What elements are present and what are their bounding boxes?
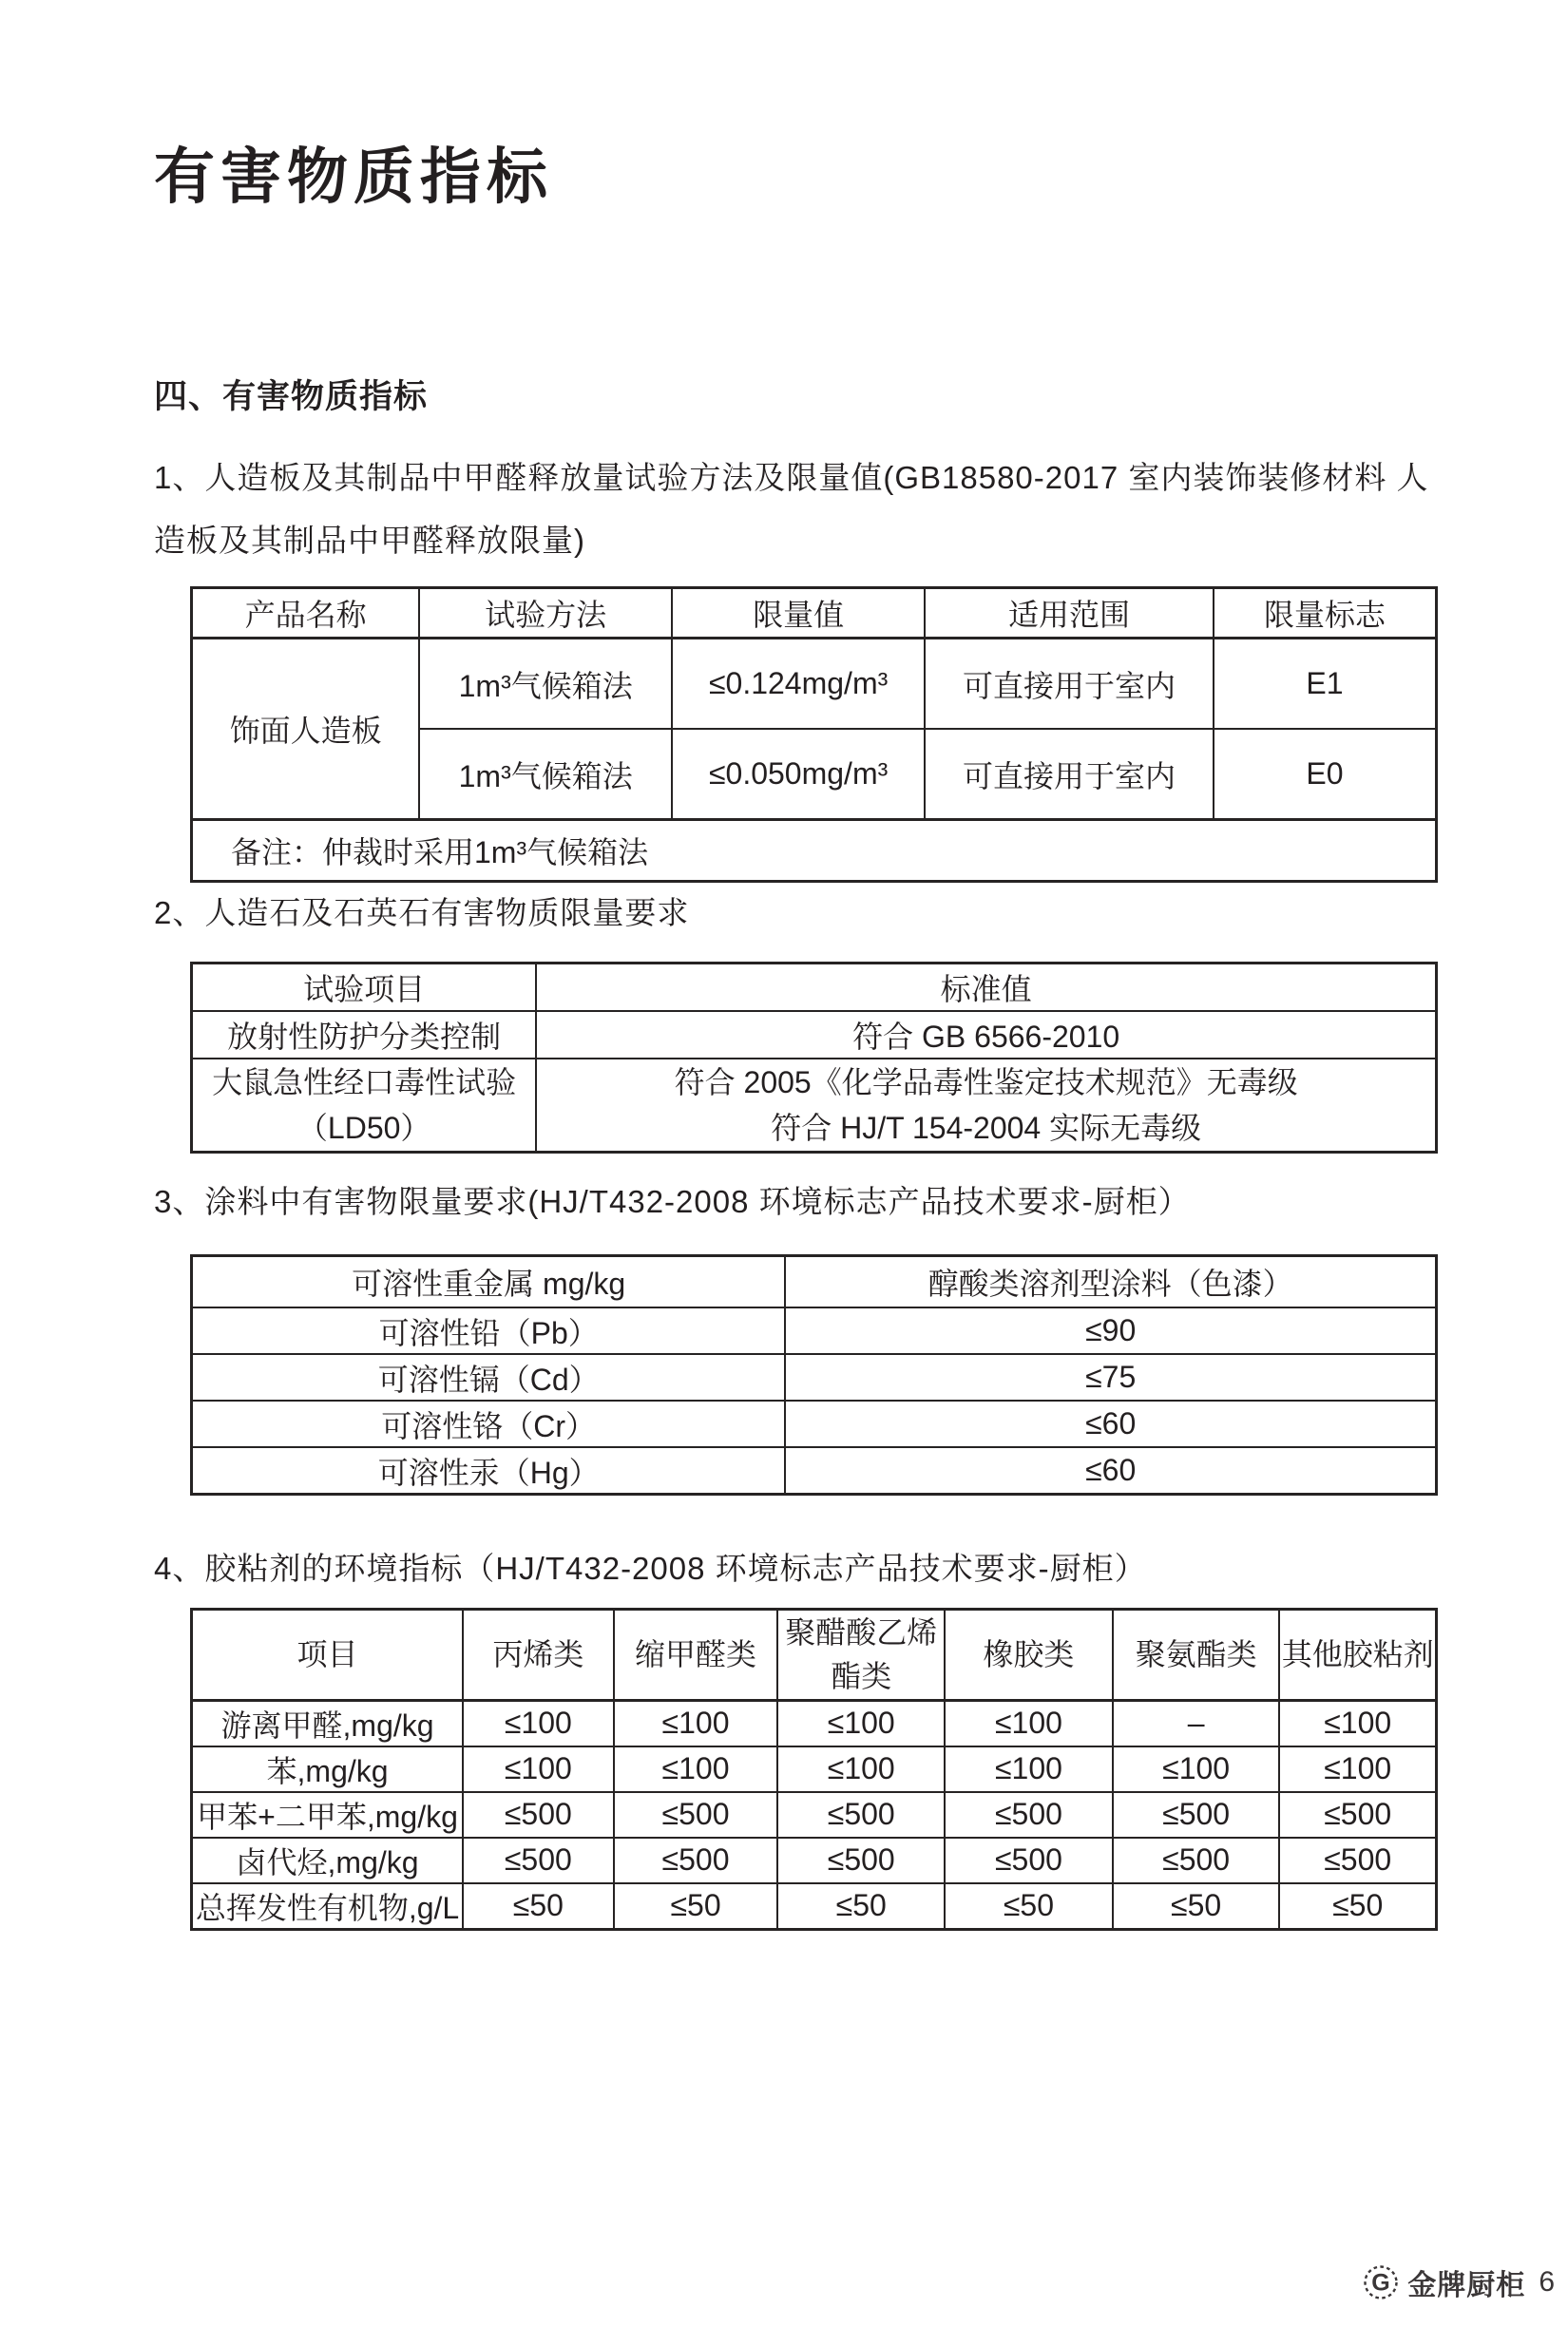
note-cell: 备注：仲裁时采用1m³气候箱法 (192, 820, 1437, 882)
page-number: 6 (1539, 2266, 1555, 2298)
adhesive-limit-table (190, 1608, 1438, 1931)
logo-letter: G (1371, 2269, 1391, 2297)
table-row (192, 1059, 1437, 1153)
cell-value: ≤500 (945, 1792, 1113, 1838)
cell-item: 可溶性铅（Pb） (192, 1307, 786, 1354)
header-cell-method: 试验方法 (419, 588, 672, 639)
cell-limit: ≤0.124mg/m³ (672, 639, 925, 730)
coating-table-wrapper (190, 1254, 1438, 1496)
cell-value: ≤100 (1279, 1700, 1436, 1746)
cell-scope: 可直接用于室内 (925, 729, 1214, 820)
formaldehyde-limit-table (190, 586, 1438, 883)
cell-value-line2: 符合 HJ/T 154-2004 实际无毒级 (771, 1111, 1202, 1145)
cell-item: 总挥发性有机物,g/L (192, 1883, 464, 1930)
header-cell-formal: 缩甲醛类 (614, 1610, 778, 1701)
cell-value: ≤100 (1279, 1746, 1436, 1792)
table-row (192, 1401, 1437, 1447)
cell-method: 1m³气候箱法 (419, 639, 672, 730)
cell-value: ≤50 (777, 1883, 945, 1930)
cell-scope: 可直接用于室内 (925, 639, 1214, 730)
cell-value: – (1113, 1700, 1280, 1746)
section-1-heading: 1、人造板及其制品中甲醛释放量试验方法及限量值(GB18580-2017 室内装饰装修材料 人造板及其制品中甲醛释放限量) (154, 460, 1429, 558)
cell-value: ≤100 (945, 1746, 1113, 1792)
cell-value: ≤500 (614, 1838, 778, 1883)
coating-limit-table (190, 1254, 1438, 1496)
header-cell-acrylic: 丙烯类 (463, 1610, 614, 1701)
stone-table-wrapper (190, 962, 1438, 1154)
section-3-heading: 3、涂料中有害物限量要求(HJ/T432-2008 环境标志产品技术要求-厨柜） (154, 1184, 1191, 1219)
cell-method: 1m³气候箱法 (419, 729, 672, 820)
cell-value: ≤100 (463, 1700, 614, 1746)
header-cell-paint: 醇酸类溶剂型涂料（色漆） (785, 1256, 1436, 1308)
table-row (192, 1838, 1437, 1883)
cell-value: ≤500 (1113, 1838, 1280, 1883)
table-row (192, 1447, 1437, 1495)
cell-item: 游离甲醛,mg/kg (192, 1700, 464, 1746)
section-heading: 四、有害物质指标 (154, 378, 429, 415)
table-header-row (192, 1256, 1437, 1308)
cell-item: 可溶性汞（Hg） (192, 1447, 786, 1495)
cell-value: ≤500 (1279, 1838, 1436, 1883)
cell-value: ≤500 (945, 1838, 1113, 1883)
cell-value: ≤100 (1113, 1746, 1280, 1792)
cell-value: ≤50 (1279, 1883, 1436, 1930)
header-cell-pu: 聚氨酯类 (1113, 1610, 1280, 1701)
cell-value: ≤500 (777, 1838, 945, 1883)
cell-value: ≤500 (777, 1792, 945, 1838)
cell-value: ≤500 (1279, 1792, 1436, 1838)
header-cell-limit: 限量值 (672, 588, 925, 639)
header-cell-pva: 聚醋酸乙烯酯类 (777, 1610, 945, 1701)
cell-value: ≤60 (785, 1447, 1436, 1495)
header-cell-standard: 标准值 (536, 964, 1436, 1012)
header-cell-mark: 限量标志 (1214, 588, 1437, 639)
cell-value: ≤90 (785, 1307, 1436, 1354)
table-header-row (192, 964, 1437, 1012)
header-cell-other: 其他胶粘剂 (1279, 1610, 1436, 1701)
header-cell-product: 产品名称 (192, 588, 420, 639)
cell-value (536, 1059, 1436, 1153)
table-row (192, 639, 1437, 730)
cell-value: ≤500 (1113, 1792, 1280, 1838)
section-4-heading: 4、胶粘剂的环境指标（HJ/T432-2008 环境标志产品技术要求-厨柜） (154, 1551, 1147, 1586)
cell-value: ≤75 (785, 1354, 1436, 1401)
cell-value: ≤100 (614, 1746, 778, 1792)
cell-item: 苯,mg/kg (192, 1746, 464, 1792)
cell-value: ≤50 (463, 1883, 614, 1930)
cell-item: 卤代烃,mg/kg (192, 1838, 464, 1883)
table-header-row (192, 588, 1437, 639)
cell-value: ≤100 (463, 1746, 614, 1792)
cell-item: 放射性防护分类控制 (192, 1011, 537, 1059)
brand-name: 金牌厨柜 (1407, 2270, 1526, 2301)
cell-value: ≤500 (614, 1792, 778, 1838)
header-cell-metal: 可溶性重金属 mg/kg (192, 1256, 786, 1308)
header-cell-item: 项目 (192, 1610, 464, 1701)
cell-value: ≤100 (777, 1746, 945, 1792)
cell-value: ≤50 (614, 1883, 778, 1930)
table-row (192, 1700, 1437, 1746)
formaldehyde-table-wrapper (190, 586, 1438, 883)
cell-mark: E0 (1214, 729, 1437, 820)
header-cell-scope: 适用范围 (925, 588, 1214, 639)
page-footer (1362, 2261, 1555, 2303)
table-row (192, 1792, 1437, 1838)
goldenhome-logo-icon (1362, 2263, 1400, 2301)
stone-limit-table (190, 962, 1438, 1154)
cell-item: 甲苯+二甲苯,mg/kg (192, 1792, 464, 1838)
cell-value: ≤100 (777, 1700, 945, 1746)
cell-value: ≤60 (785, 1401, 1436, 1447)
cell-value: ≤500 (463, 1838, 614, 1883)
cell-mark: E1 (1214, 639, 1437, 730)
header-cell-rubber: 橡胶类 (945, 1610, 1113, 1701)
cell-product-name: 饰面人造板 (192, 639, 420, 820)
table-row (192, 1746, 1437, 1792)
cell-limit: ≤0.050mg/m³ (672, 729, 925, 820)
adhesive-table-wrapper (190, 1608, 1438, 1931)
cell-value: ≤100 (945, 1700, 1113, 1746)
cell-value: ≤100 (614, 1700, 778, 1746)
cell-item-line1: 大鼠急性经口毒性试验 (212, 1065, 517, 1099)
table-row (192, 1011, 1437, 1059)
cell-value: ≤50 (945, 1883, 1113, 1930)
cell-value: 符合 GB 6566-2010 (536, 1011, 1436, 1059)
header-cell-item: 试验项目 (192, 964, 537, 1012)
table-note-row (192, 820, 1437, 882)
table-header-row (192, 1610, 1437, 1701)
cell-value: ≤50 (1113, 1883, 1280, 1930)
table-row (192, 1354, 1437, 1401)
page-title: 有害物质指标 (154, 143, 553, 211)
table-row (192, 1883, 1437, 1930)
cell-item-line2: （LD50） (296, 1111, 431, 1145)
cell-item: 可溶性镉（Cd） (192, 1354, 786, 1401)
section-2-heading: 2、人造石及石英石有害物质限量要求 (154, 895, 690, 930)
cell-value: ≤500 (463, 1792, 614, 1838)
cell-value-line1: 符合 2005《化学品毒性鉴定技术规范》无毒级 (674, 1065, 1298, 1099)
table-row (192, 1307, 1437, 1354)
cell-item: 可溶性铬（Cr） (192, 1401, 786, 1447)
cell-item (192, 1059, 537, 1153)
